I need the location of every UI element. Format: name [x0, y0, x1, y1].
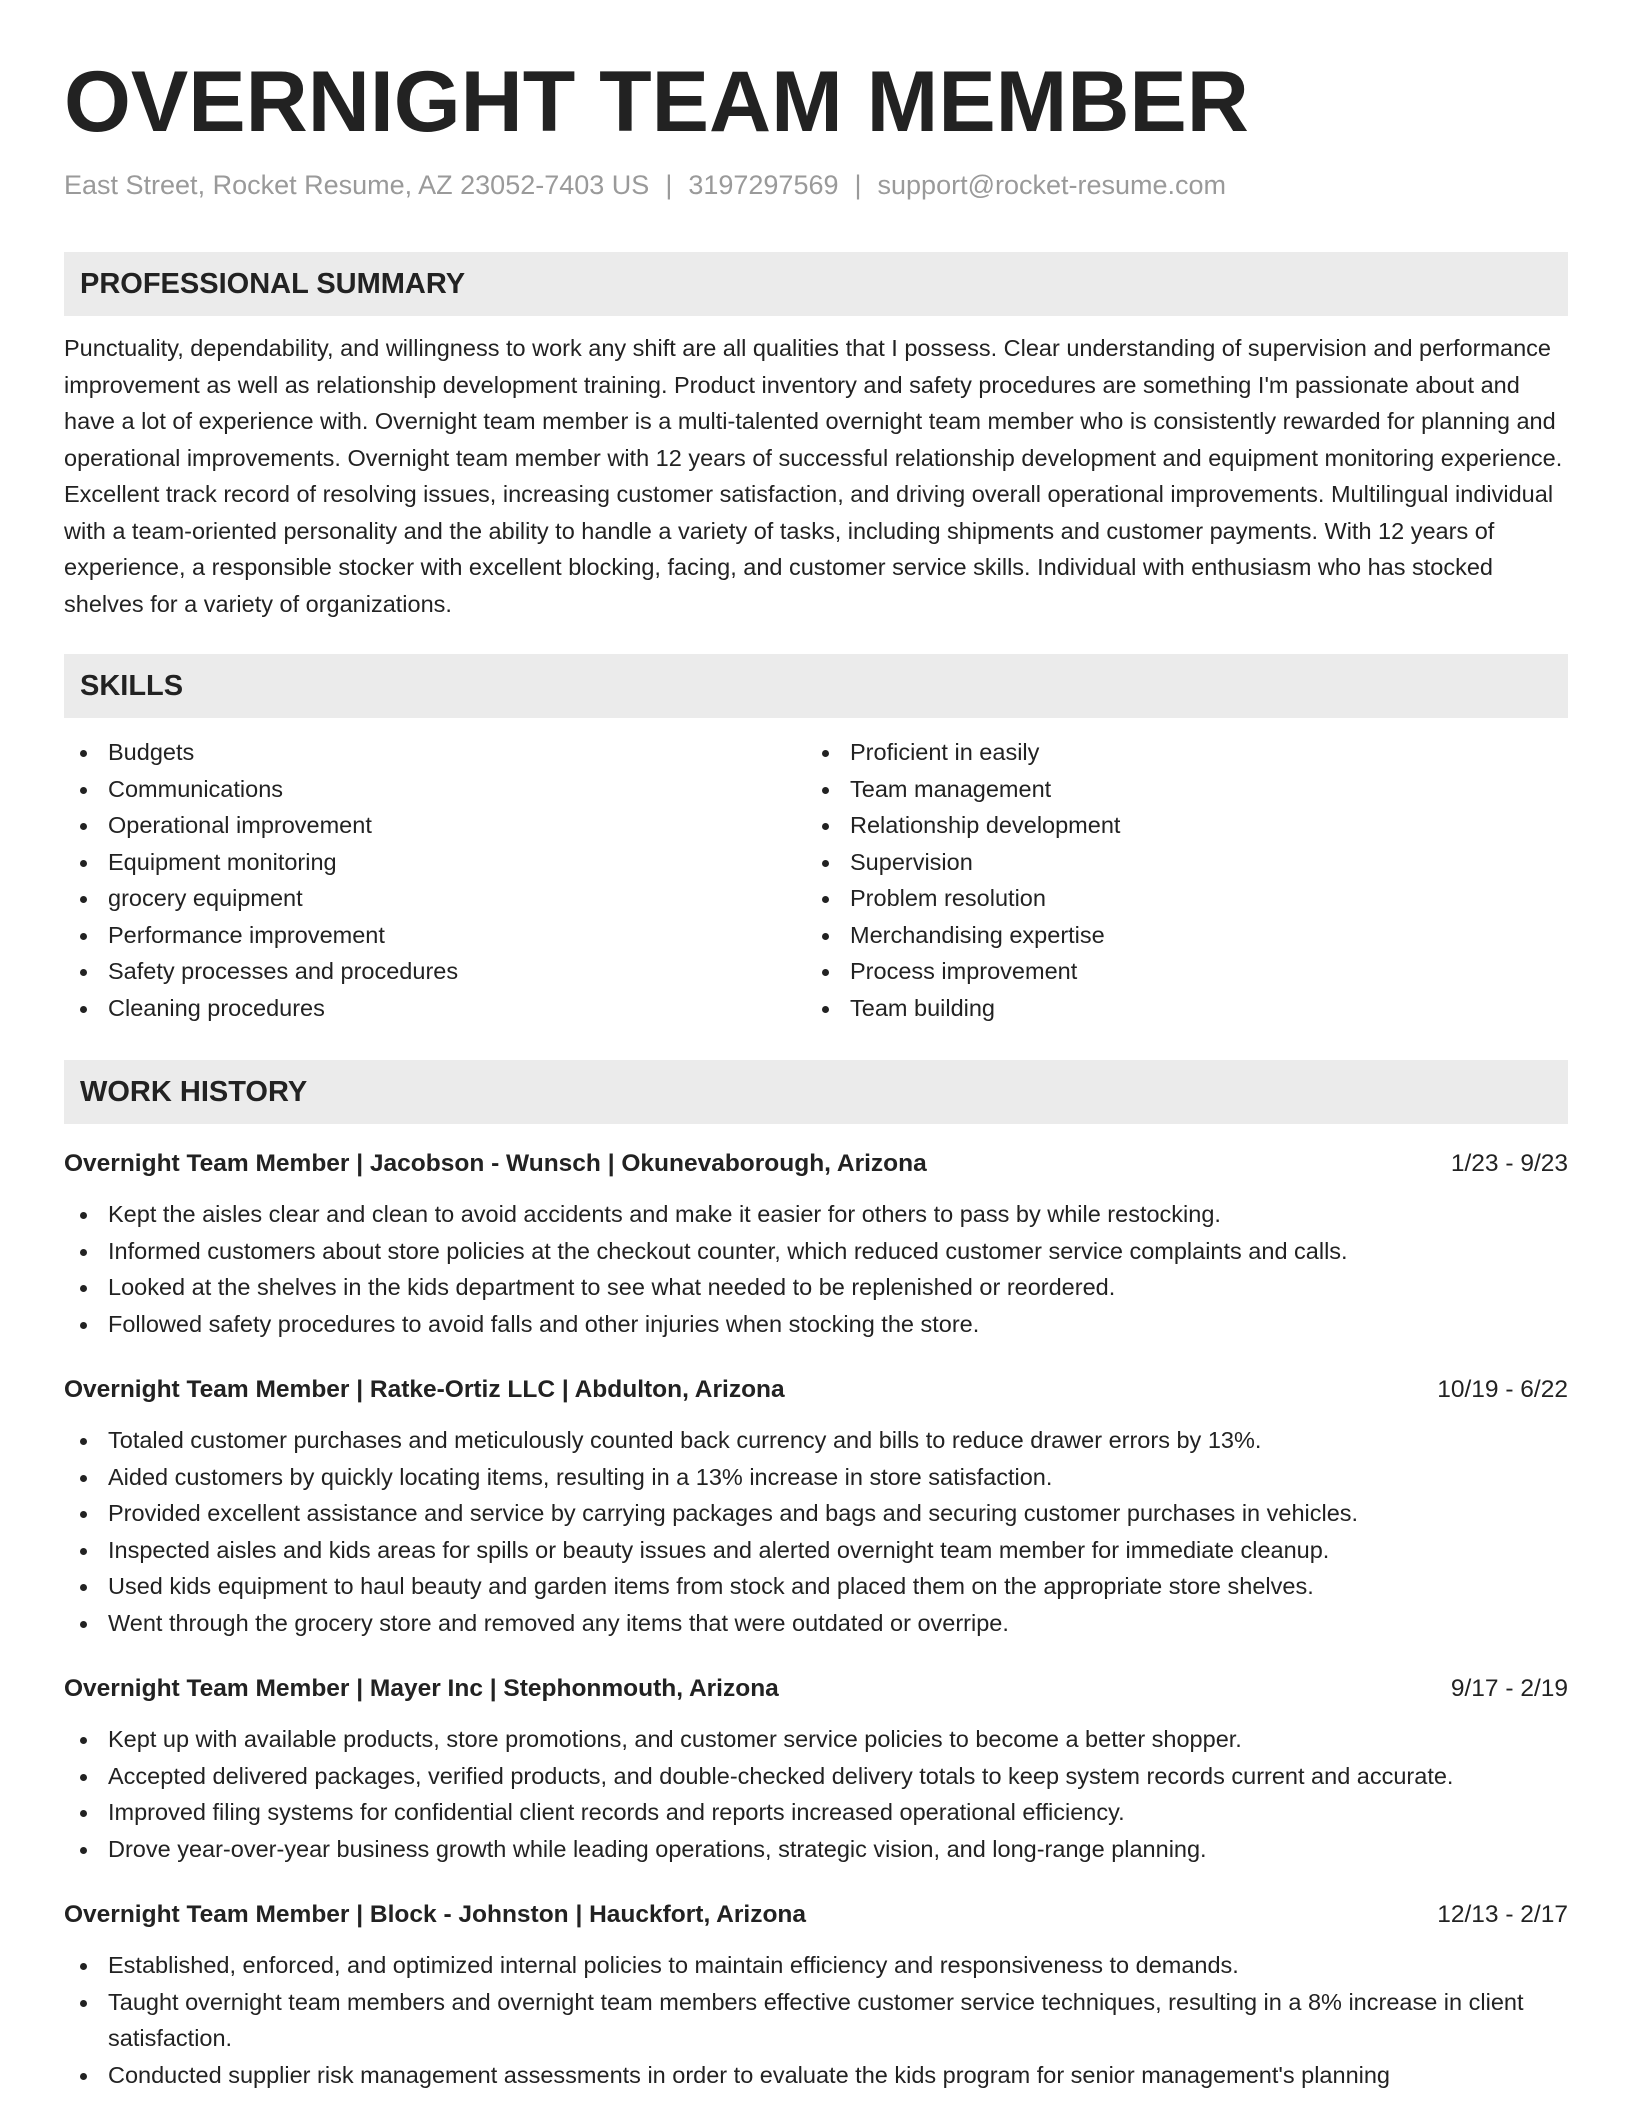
candidate-name: OVERNIGHT TEAM MEMBER: [64, 54, 1249, 150]
job-title: Overnight Team Member | Mayer Inc | Stephonmouth, Arizona: [64, 1675, 779, 1702]
skill-item: Communications: [64, 771, 806, 808]
job-dates: 1/23 - 9/23: [1450, 1150, 1568, 1177]
job-dates: 12/13 - 2/17: [1437, 1901, 1568, 1928]
job-bullet: Kept up with available products, store promotions, and customer service policies to become a better shopper.: [64, 1721, 1568, 1758]
contact-line: [64, 168, 1568, 202]
job-header: [64, 1671, 1568, 1707]
job-bullet: Conducted supplier risk management assessments in order to evaluate the kids program for senior management's planning: [64, 2057, 1568, 2094]
job-bullet: Accepted delivered packages, verified products, and double-checked delivery totals to keep system records current and accurate.: [64, 1758, 1568, 1795]
skill-item: Merchandising expertise: [806, 917, 1548, 954]
skill-item: grocery equipment: [64, 880, 806, 917]
contact-address: East Street, Rocket Resume, AZ 23052-7403 US: [64, 170, 650, 200]
skill-item: Operational improvement: [64, 807, 806, 844]
skill-item: Team management: [806, 771, 1548, 808]
contact-separator: |: [665, 170, 673, 200]
work-history-heading: WORK HISTORY: [64, 1060, 1568, 1124]
skill-item: Performance improvement: [64, 917, 806, 954]
job-bullets: [64, 1196, 1568, 1342]
job-bullet: Improved filing systems for confidential client records and reports increased operational efficiency.: [64, 1794, 1568, 1831]
job-bullet: Went through the grocery store and removed any items that were outdated or overripe.: [64, 1605, 1568, 1642]
job-bullet: Established, enforced, and optimized internal policies to maintain efficiency and responsiveness to demands.: [64, 1947, 1568, 1984]
skill-item: Relationship development: [806, 807, 1548, 844]
job-header: [64, 1897, 1568, 1933]
summary-heading: PROFESSIONAL SUMMARY: [64, 252, 1568, 316]
skills-list: [64, 734, 1568, 1026]
contact-separator: |: [854, 170, 862, 200]
job-title: Overnight Team Member | Block - Johnston | Hauckfort, Arizona: [64, 1901, 807, 1928]
contact-phone: 3197297569: [688, 170, 839, 200]
job-bullet: Informed customers about store policies at the checkout counter, which reduced customer service complaints and calls.: [64, 1233, 1568, 1270]
job-entry: [64, 1671, 1568, 1867]
skills-column-left: [64, 734, 806, 1026]
job-entry: [64, 1897, 1568, 2093]
job-entry: [64, 1146, 1568, 1342]
skill-item: Equipment monitoring: [64, 844, 806, 881]
job-bullet: Inspected aisles and kids areas for spills or beauty issues and alerted overnight team member for immediate cleanup.: [64, 1532, 1568, 1569]
skill-item: Proficient in easily: [806, 734, 1548, 771]
job-bullets: [64, 1721, 1568, 1867]
job-dates: 10/19 - 6/22: [1437, 1376, 1568, 1403]
skills-column-right: [806, 734, 1548, 1026]
job-bullet: Totaled customer purchases and meticulously counted back currency and bills to reduce drawer errors by 13%.: [64, 1422, 1568, 1459]
skill-item: Process improvement: [806, 953, 1548, 990]
skill-item: Problem resolution: [806, 880, 1548, 917]
skill-item: Cleaning procedures: [64, 990, 806, 1027]
job-bullet: Kept the aisles clear and clean to avoid accidents and make it easier for others to pass by while restocking.: [64, 1196, 1568, 1233]
job-title: Overnight Team Member | Jacobson - Wunsch | Okunevaborough, Arizona: [64, 1150, 927, 1177]
contact-email: support@rocket-resume.com: [877, 170, 1227, 200]
job-header: [64, 1372, 1568, 1408]
job-bullet: Taught overnight team members and overnight team members effective customer service techniques, resulting in a 8% increase in client satisfaction.: [64, 1984, 1568, 2057]
job-bullet: Drove year-over-year business growth while leading operations, strategic vision, and long-range planning.: [64, 1831, 1568, 1868]
job-bullets: [64, 1947, 1568, 2093]
job-bullets: [64, 1422, 1568, 1641]
skill-item: Safety processes and procedures: [64, 953, 806, 990]
skill-item: Budgets: [64, 734, 806, 771]
skill-item: Team building: [806, 990, 1548, 1027]
job-bullet: Provided excellent assistance and service by carrying packages and bags and securing customer purchases in vehicles.: [64, 1495, 1568, 1532]
job-bullet: Followed safety procedures to avoid falls and other injuries when stocking the store.: [64, 1306, 1568, 1343]
skills-heading: SKILLS: [64, 654, 1568, 718]
job-entry: [64, 1372, 1568, 1641]
job-bullet: Aided customers by quickly locating items, resulting in a 13% increase in store satisfaction.: [64, 1459, 1568, 1496]
job-title: Overnight Team Member | Ratke-Ortiz LLC | Abdulton, Arizona: [64, 1376, 785, 1403]
summary-text: Punctuality, dependability, and willingness to work any shift are all qualities that I possess. Clear understanding of supervision and performance improvement as well as relationship development training. Product inventory and safety procedures are something I'm passionate about and have a lot of experience with. Overnight team member is a multi-talented overnight team member who is consistently rewarded for planning and operational improvements. Overnight team member with 12 years of successful relationship development and equipment monitoring experience. Excellent track record of resolving issues, increasing customer satisfaction, and driving overall operational improvements. Multilingual individual with a team-oriented personality and the ability to handle a variety of tasks, including shipments and customer payments. With 12 years of experience, a responsible stocker with excellent blocking, facing, and customer service skills. Individual with enthusiasm who has stocked shelves for a variety of organizations.: [64, 335, 1563, 617]
job-header: [64, 1146, 1568, 1182]
resume-page: [64, 52, 1568, 2093]
skill-item: Supervision: [806, 844, 1548, 881]
job-bullet: Used kids equipment to haul beauty and garden items from stock and placed them on the appropriate store shelves.: [64, 1568, 1568, 1605]
job-bullet: Looked at the shelves in the kids department to see what needed to be replenished or reordered.: [64, 1269, 1568, 1306]
job-dates: 9/17 - 2/19: [1450, 1675, 1568, 1702]
